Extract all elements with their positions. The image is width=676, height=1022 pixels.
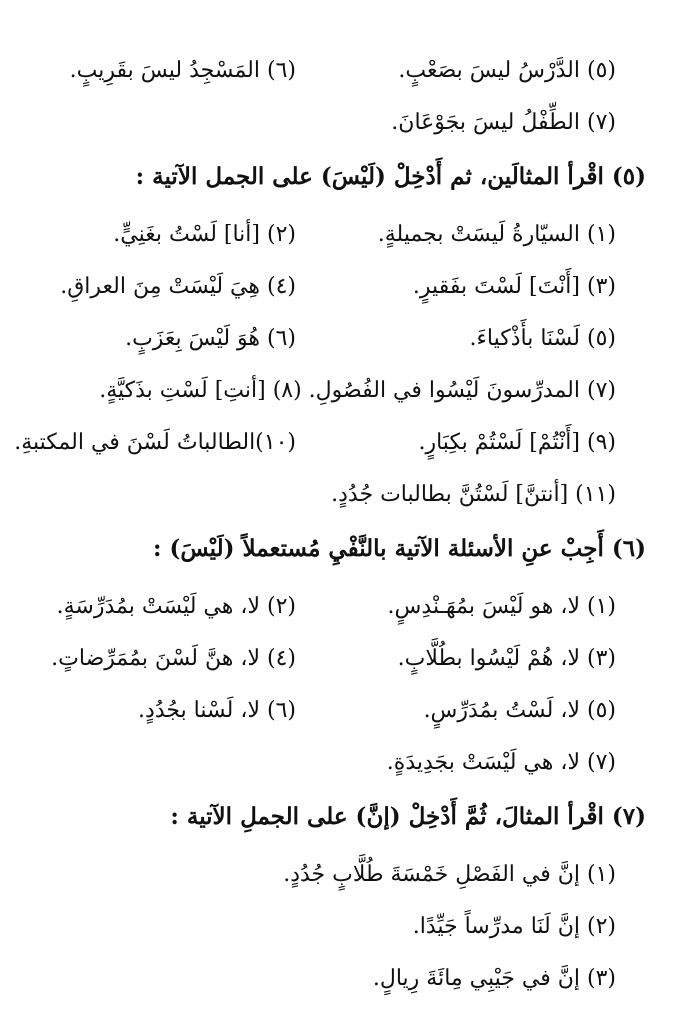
item-text: (٧) الطِّفْلُ ليسَ بجَوْعَانَ. xyxy=(391,110,616,135)
exercise-line xyxy=(283,850,616,900)
exercise-line xyxy=(36,210,616,260)
exercise-line xyxy=(36,314,616,364)
item-text: (٣) إنَّ في جَيْبِي مِائَةَ رِيالٍ. xyxy=(372,966,616,991)
item-text: (٧) لا، هي لَيْسَتْ بجَدِيدَةٍ. xyxy=(386,750,616,775)
exercise-line xyxy=(387,738,616,788)
item-text: (٦) هُوَ لَيْسَ بِعَزَبٍ. xyxy=(125,326,296,351)
item-text: (٢) لا، هي لَيْسَتْ بمُدَرِّسَةٍ. xyxy=(56,594,296,619)
item-text: (٦) لا، لَسْنا بجُدُدٍ. xyxy=(138,698,296,723)
exercise-line xyxy=(331,470,616,520)
exercise-line xyxy=(99,366,616,416)
item-text: (٧) المدرِّسونَ لَيْسُوا في الفُصُولِ. (٨) [أنتِ] لَسْتِ بذَكيَّةٍ. xyxy=(99,378,616,403)
item-text: (١) إنَّ في الفَصْلِ خَمْسَةَ طُلَّابٍ جُدُدٍ. xyxy=(283,862,616,887)
item-text: (١١) [أنتنَّ] لَسْتُنَّ بطالبات جُدُدٍ. xyxy=(331,482,616,507)
item-text: (٢) [أنا] لَسْتُ بغَنِيٍّ. xyxy=(113,222,296,247)
item-text: (٥) الدَّرْسُ ليسَ بصَعْبٍ. xyxy=(398,58,616,83)
item-text: (٥) لا، لَسْتُ بمُدَرِّسٍ. xyxy=(423,698,616,723)
item-text: (٤) لا، هنَّ لَسْنَ بمُمَرِّضاتٍ. xyxy=(51,646,296,671)
exercise-line xyxy=(36,46,616,96)
exercise-line xyxy=(14,418,616,468)
exercise-line xyxy=(373,954,616,1004)
section-heading: (٧) اقْرأ المثالَ، ثُمَّ أَدْخِلْ (إنَّ) على الجملِ الآتية : xyxy=(170,803,646,830)
item-text: (٦) المَسْجِدُ ليسَ بقَرِيبٍ. xyxy=(69,58,296,83)
exercise-line xyxy=(36,262,616,312)
exercise-line xyxy=(36,686,616,736)
exercise-line xyxy=(36,634,616,684)
item-text: (١) السيّارةُ لَيسَتْ بجميلةٍ. xyxy=(377,222,616,247)
item-text: (٣) [أَنْتَ] لَسْتَ بفَقيرٍ. xyxy=(412,274,616,299)
exercise-line xyxy=(413,902,616,952)
item-text: (١٠)الطالباتُ لَسْنَ في المكتبةِ. xyxy=(14,430,296,455)
item-text: (٥) لَسْنَا بأَذْكياءَ. xyxy=(469,326,616,351)
item-text: (١) لا، هو لَيْسَ بمُهَـنْدِسٍ. xyxy=(387,594,616,619)
item-text: (٩) [أَنْتُمْ] لَسْتُمْ بكِبَارٍ. xyxy=(418,430,616,455)
exercise-line xyxy=(391,98,616,148)
item-text: (٣) لا، هُمْ لَيْسُوا بطُلَّابٍ. xyxy=(397,646,616,671)
item-text: (٢) إنَّ لَنَا مدرِّساً جَيِّدًا. xyxy=(412,914,616,939)
section-heading: (٦) أَجِبْ عنِ الأسئلة الآتية بالنَّفْيِ مُستعملاً (لَيْسَ) : xyxy=(152,535,646,562)
section-heading: (٥) اقْرأ المثالَين، ثم أَدْخِلْ (لَيْسَ) على الجمل الآتية : xyxy=(135,163,646,190)
exercise-line xyxy=(36,582,616,632)
item-text: (٤) هِيَ لَيْسَتْ مِنَ العراقِ. xyxy=(60,274,296,299)
